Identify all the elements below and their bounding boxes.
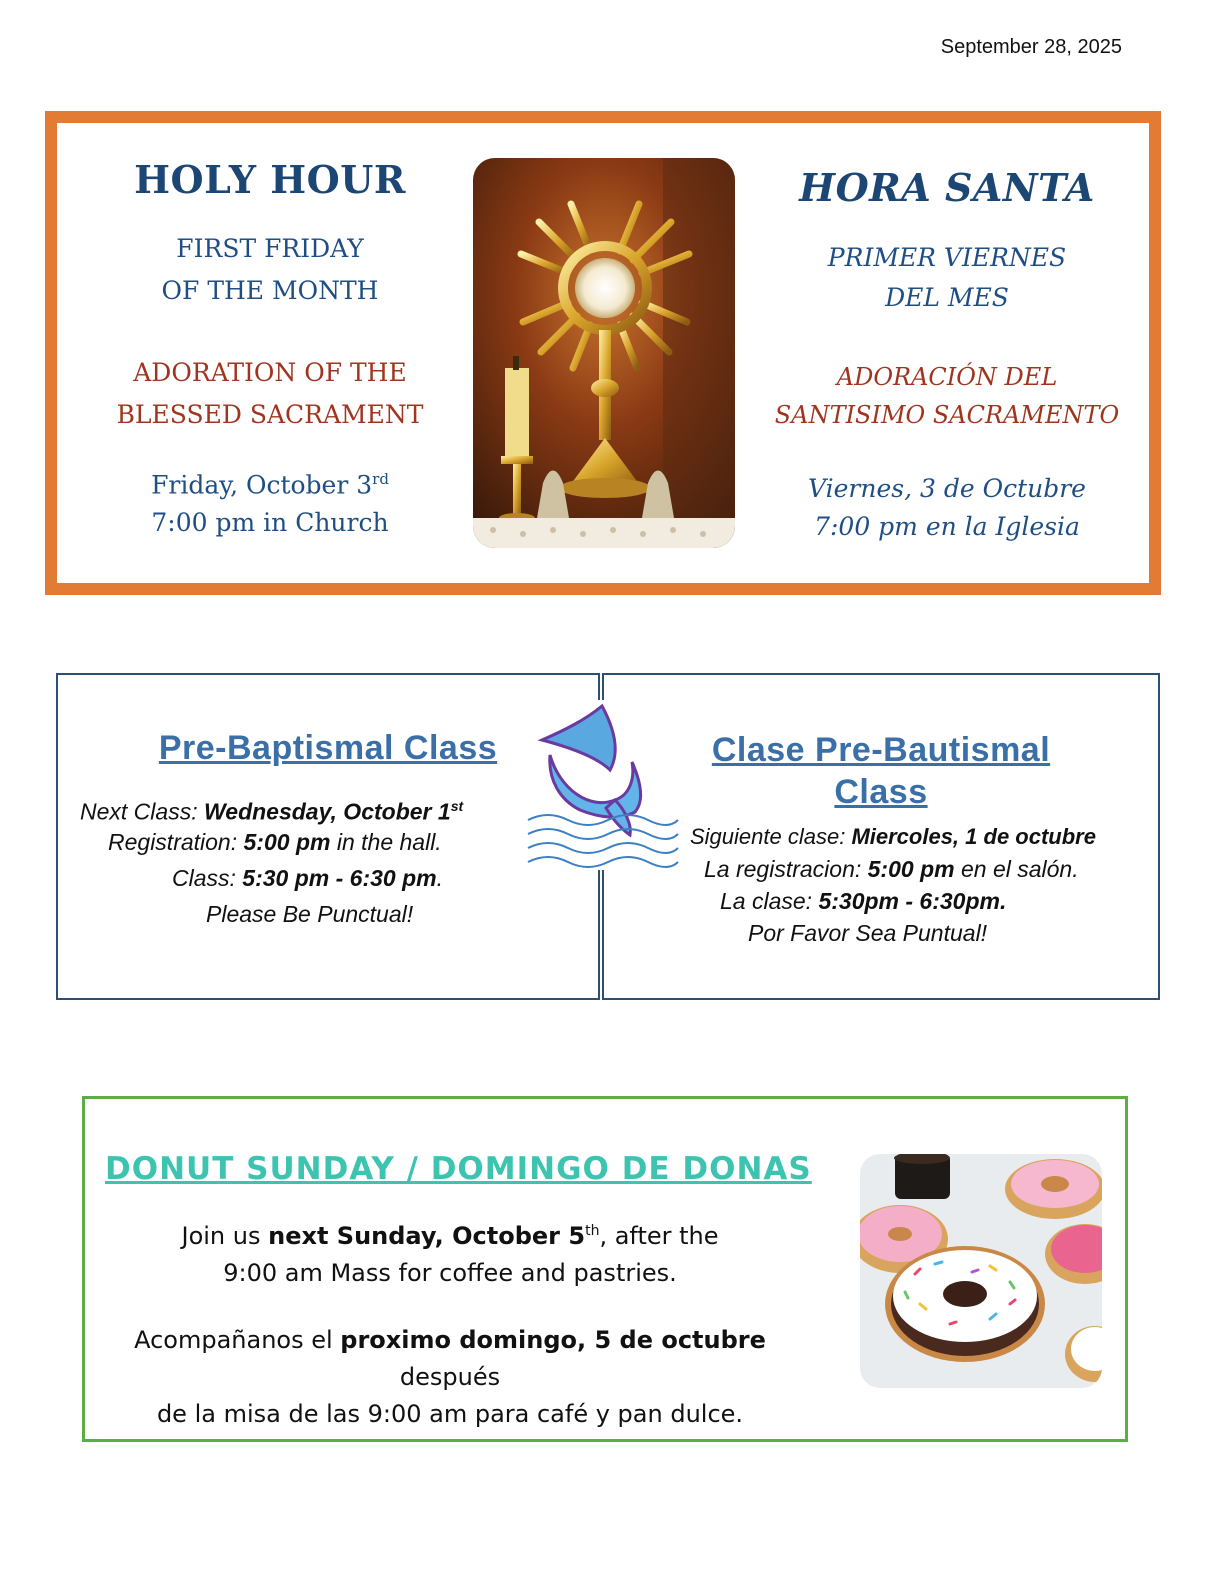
donuts-image	[860, 1154, 1102, 1388]
hora-santa-subtitle	[757, 238, 1137, 318]
subtitle-line: DEL MES	[885, 283, 1009, 312]
donut-english-line1	[95, 1213, 805, 1255]
adoracion-heading	[757, 358, 1137, 434]
registracion-value: 5:00 pm	[867, 856, 955, 882]
siguiente-value: Miercoles, 1 de octubre	[851, 824, 1096, 849]
text-part: Join us	[181, 1222, 269, 1250]
when-time: 7:00 pm en la Iglesia	[814, 512, 1080, 541]
class-time-line	[172, 860, 443, 896]
adoration-line: BLESSED SACRAMENT	[116, 400, 424, 429]
donut-fecha: proximo domingo, 5 de octubre	[340, 1326, 766, 1354]
holy-hour-when	[95, 460, 445, 542]
subtitle-line: OF THE MONTH	[161, 276, 379, 305]
holy-hour-box	[45, 111, 1161, 595]
donut-date: next Sunday, October 5	[268, 1222, 586, 1250]
la-clase-line	[720, 883, 1006, 919]
registration-line	[108, 824, 442, 860]
registration-label: Registration:	[108, 829, 244, 855]
donut-sunday-box	[82, 1096, 1128, 1442]
when-date	[95, 460, 445, 504]
bautismal-title	[604, 729, 1158, 813]
registracion-line	[704, 851, 1079, 887]
text-part: después	[399, 1363, 501, 1391]
holy-hour-english	[95, 123, 445, 542]
registracion-label: La registracion:	[704, 856, 868, 882]
class-value: 5:30 pm - 6:30 pm	[242, 865, 437, 891]
baptism-english-box	[56, 673, 600, 1000]
subtitle-line: PRIMER VIERNES	[827, 243, 1067, 272]
donut-spanish-text	[95, 1322, 805, 1433]
bulletin-date: September 28, 2025	[940, 36, 1122, 58]
dove-water-icon	[520, 700, 680, 870]
la-clase-label: La clase:	[720, 888, 819, 914]
adoration-line: ADORACIÓN DEL	[836, 363, 1058, 391]
holy-hour-spanish	[757, 123, 1137, 546]
adoration-line: ADORATION OF THE	[133, 358, 407, 387]
bautismal-title-line: Clase Pre-Bautismal	[711, 731, 1051, 769]
when-time: 7:00 pm in Church	[151, 508, 389, 538]
la-clase-value: 5:30pm - 6:30pm.	[818, 888, 1007, 914]
when-date: Viernes, 3 de Octubre	[808, 474, 1086, 503]
registration-value: 5:00 pm	[243, 829, 331, 855]
donut-english-text	[95, 1213, 805, 1292]
when-date-text: Friday, October 3	[151, 470, 373, 500]
adoration-heading	[95, 352, 445, 436]
ordinal-suffix: th	[585, 1223, 600, 1239]
bautismal-title-line: Class	[834, 773, 928, 811]
holy-hour-title: HOLY HOUR	[134, 157, 406, 202]
class-suffix: .	[436, 865, 443, 891]
text-part: Acompañanos el	[134, 1326, 341, 1354]
ordinal-suffix: rd	[372, 470, 389, 488]
baptism-title: Pre-Baptismal Class	[158, 729, 498, 767]
ordinal-suffix: st	[450, 798, 464, 814]
registration-suffix: in the hall.	[330, 829, 442, 855]
hora-santa-title: HORA SANTA	[799, 165, 1095, 210]
bautismal-details	[604, 819, 1158, 969]
donut-spanish-line2: de la misa de las 9:00 am para café y pan dulce.	[156, 1400, 744, 1428]
text-part: , after the	[599, 1222, 719, 1250]
adoration-line: SANTISIMO SACRAMENTO	[774, 401, 1120, 429]
puntual-line: Por Favor Sea Puntual!	[748, 920, 988, 946]
donut-spanish-line1	[95, 1322, 805, 1396]
siguiente-clase-line	[690, 819, 1096, 855]
registracion-suffix: en el salón.	[954, 856, 1079, 882]
monstrance-image	[473, 158, 735, 548]
siguiente-label: Siguiente clase:	[690, 824, 852, 849]
baptism-details	[58, 788, 598, 938]
baptism-spanish-box	[602, 673, 1160, 1000]
donut-english-line2: 9:00 am Mass for coffee and pastries.	[223, 1259, 677, 1287]
punctual-line: Please Be Punctual!	[206, 901, 414, 927]
holy-hour-subtitle	[95, 228, 445, 312]
class-label: Class:	[172, 865, 243, 891]
hora-santa-when	[757, 470, 1137, 546]
next-class-value: Wednesday, October 1	[203, 798, 451, 825]
donut-title: DONUT SUNDAY / DOMINGO DE DONAS	[105, 1151, 812, 1187]
next-class-label: Next Class:	[80, 798, 204, 825]
subtitle-line: FIRST FRIDAY	[176, 234, 364, 263]
